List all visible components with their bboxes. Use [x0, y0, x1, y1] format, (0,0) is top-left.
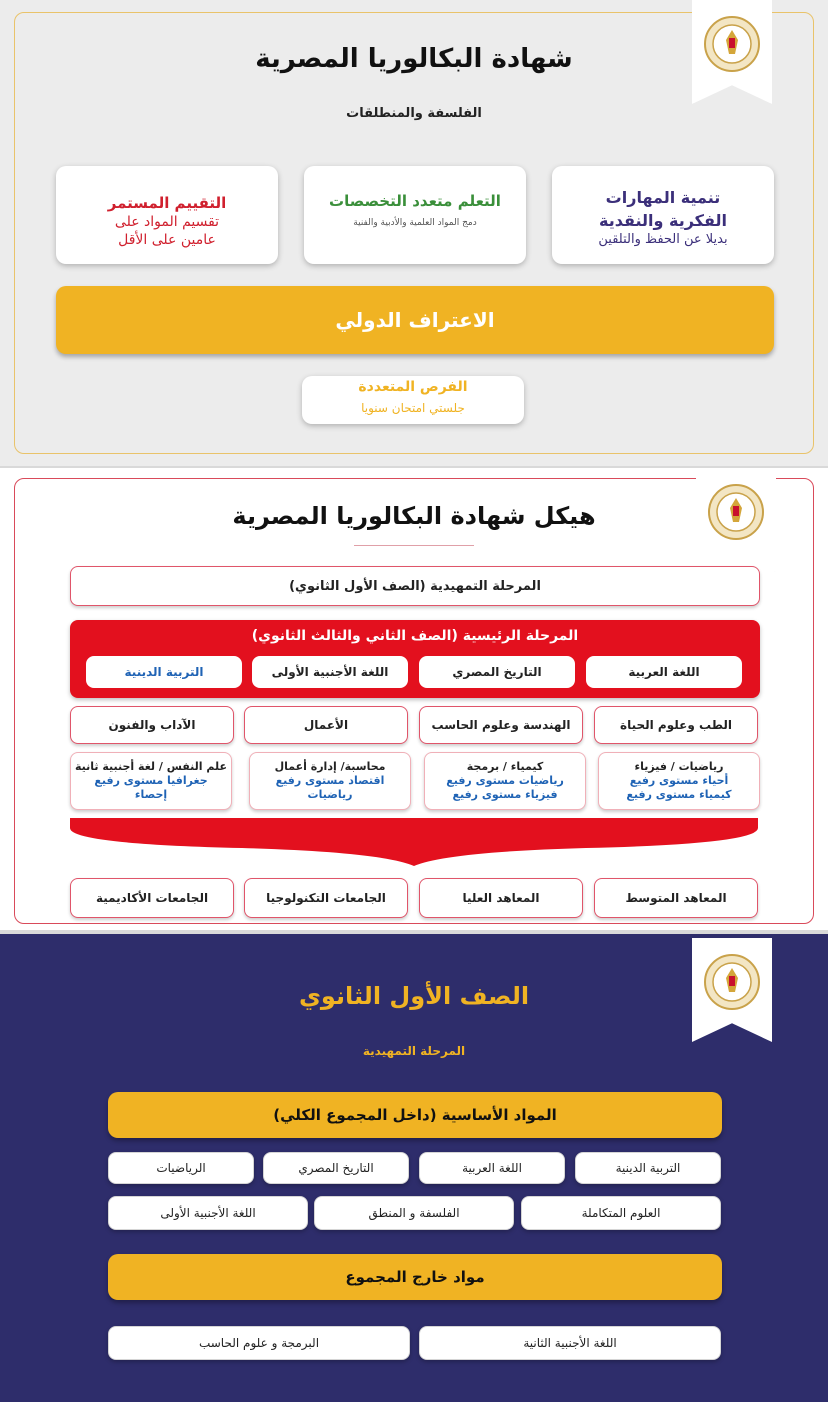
page-title: هيكل شهادة البكالوريا المصرية — [232, 502, 596, 530]
subject-arabic: اللغة العربية — [419, 1152, 565, 1184]
track-detail-medicine — [598, 752, 760, 810]
core-subjects-header: المواد الأساسية (داخل المجموع الكلي) — [108, 1092, 722, 1138]
card-line: دمج المواد العلمية والأدبية والفنية — [353, 218, 477, 228]
opportunities-card — [302, 376, 524, 424]
subject-second-foreign-language: اللغة الأجنبية الثانية — [419, 1326, 721, 1360]
card-title: التقييم المستمر — [107, 194, 227, 212]
track-medicine: الطب وعلوم الحياة — [594, 706, 758, 744]
card-line: بديلا عن الحفظ والتلقين — [598, 232, 728, 247]
track-detail-arts — [70, 752, 232, 810]
detail-line: علم النفس / لغة أجنبية ثانية — [74, 760, 228, 773]
first-grade-panel — [0, 934, 828, 1402]
card-title: التعلم متعدد التخصصات — [329, 192, 501, 210]
core-subject-history: التاريخ المصري — [419, 656, 575, 688]
core-subject-religion: التربية الدينية — [86, 656, 242, 688]
page-title: الصف الأول الثانوي — [298, 982, 530, 1010]
detail-line: كيمياء / برمجة — [466, 760, 544, 773]
detail-line: فيزياء مستوى رفيع — [452, 788, 558, 801]
track-arts: الآداب والفنون — [70, 706, 234, 744]
main-stage-box — [70, 620, 760, 698]
page-title: شهادة البكالوريا المصرية — [255, 44, 573, 74]
philosophy-panel — [0, 0, 828, 466]
subject-first-foreign-language: اللغة الأجنبية الأولى — [108, 1196, 308, 1230]
main-stage-title: المرحلة الرئيسية (الصف الثاني والثالث الثانوي) — [251, 628, 579, 644]
detail-line: كيمياء مستوى رفيع — [626, 788, 732, 801]
detail-line: رياضيات مستوى رفيع — [446, 774, 564, 787]
subject-religion: التربية الدينية — [575, 1152, 721, 1184]
detail-line: أحياء مستوى رفيع — [629, 774, 729, 787]
destination-tech-universities: الجامعات التكنولوجيا — [244, 878, 408, 918]
track-detail-business — [249, 752, 411, 810]
assessment-card — [56, 166, 278, 264]
destination-intermediate-institutes: المعاهد المتوسط — [594, 878, 758, 918]
page-subtitle: الفلسفة والمنطلقات — [346, 106, 482, 121]
destination-higher-institutes: المعاهد العليا — [419, 878, 583, 918]
subject-integrated-science: العلوم المتكاملة — [521, 1196, 721, 1230]
card-line: عامين على الأقل — [118, 232, 216, 248]
subject-history: التاريخ المصري — [263, 1152, 409, 1184]
detail-line: محاسبة/ إدارة أعمال — [274, 760, 386, 773]
destination-academic-universities: الجامعات الأكاديمية — [70, 878, 234, 918]
detail-line: جغرافيا مستوى رفيع — [94, 774, 208, 787]
card-line: الفكرية والنقدية — [599, 211, 727, 230]
bottom-edge — [0, 1402, 828, 1408]
detail-line: اقتصاد مستوى رفيع — [275, 774, 385, 787]
extra-subjects-header: مواد خارج المجموع — [108, 1254, 722, 1300]
track-detail-engineering — [424, 752, 586, 810]
track-business: الأعمال — [244, 706, 408, 744]
track-engineering: الهندسة وعلوم الحاسب — [419, 706, 583, 744]
card-title: تنمية المهارات — [605, 188, 721, 207]
subject-programming: البرمجة و علوم الحاسب — [108, 1326, 410, 1360]
card-line: تقسيم المواد على — [114, 214, 220, 230]
prep-stage-box: المرحلة التمهيدية (الصف الأول الثانوي) — [70, 566, 760, 606]
detail-line: إحصاء — [134, 788, 168, 801]
brace-arrow-icon — [66, 814, 762, 870]
multidisciplinary-card — [304, 166, 526, 264]
subject-math: الرياضيات — [108, 1152, 254, 1184]
core-subject-arabic: اللغة العربية — [586, 656, 742, 688]
card-line: جلستي امتحان سنويا — [361, 401, 465, 415]
subject-philosophy: الفلسفة و المنطق — [314, 1196, 514, 1230]
structure-panel — [0, 468, 828, 930]
international-recognition-banner: الاعتراف الدولي — [56, 286, 774, 354]
detail-line: رياضيات / فيزياء — [634, 760, 724, 773]
core-subject-foreign-language: اللغة الأجنبية الأولى — [252, 656, 408, 688]
title-underline — [354, 545, 474, 546]
page-subtitle: المرحلة التمهيدية — [362, 1044, 466, 1058]
card-title: الفرص المتعددة — [358, 379, 468, 395]
detail-line: رياضيات — [307, 788, 353, 801]
skills-card — [552, 166, 774, 264]
